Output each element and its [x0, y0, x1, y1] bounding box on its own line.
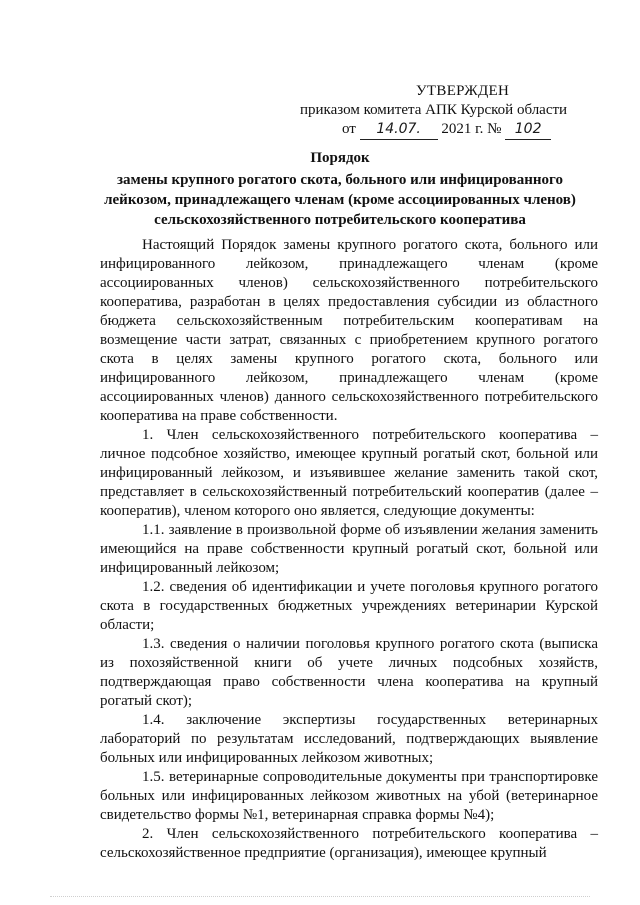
title-line-1: замены крупного рогатого скота, больного или инфицированного — [117, 172, 563, 188]
handwritten-order-number: 102 — [505, 120, 551, 140]
title-line-2: лейкозом, принадлежащего членам (кроме ассоциированных членов) — [104, 192, 576, 208]
document-title — [80, 148, 600, 230]
paragraph-1-4: 1.4. заключение экспертизы государственных ветеринарных лабораторий по результатам исследований, подтверждающих выявление больных или инфицированных лейкозом животных; — [100, 712, 598, 766]
paragraph-1-2: 1.2. сведения об идентификации и учете поголовья крупного рогатого скота в государственных бюджетных учреждениях ветеринарии Курской области; — [100, 579, 598, 633]
title-line-3: сельскохозяйственного потребительского кооператива — [154, 212, 526, 228]
approval-line: приказом комитета АПК Курской области — [300, 102, 568, 118]
paragraph-1: 1. Член сельскохозяйственного потребительского кооператива – личное подсобное хозяйство, имеющее крупный рогатый скот, больной или инфицированный лейкозом, и изъявившее желание заменить такой скот, представляет в сельскохозяйственный потребительский кооператив (далее – кооператив), членом которого оно является, следующие документы: — [100, 427, 598, 519]
paragraph-intro: Настоящий Порядок замены крупного рогатого скота, больного или инфицированного лейкозом, принадлежащего членам (кроме ассоциированных членов) сельскохозяйственного потребительского кооператива, разработан в целях предоставления субсидии из областного бюджета сельскохозяйственным потребительским кооперативам на возмещение части затрат, связанных с приобретением крупного рогатого скота в целях замены крупного рогатого скота, больного или инфицированного лейкозом, принадлежащего членам (кроме ассоциированных членов) данного сельскохозяйственного потребительского кооператива на праве собственности. — [100, 237, 598, 424]
paragraph-1-5: 1.5. ветеринарные сопроводительные документы при транспортировке больных или инфицированных лейкозом животных на убой (ветеринарное свидетельство формы №1, ветеринарная справка формы №4); — [100, 769, 598, 823]
order-date-line — [300, 120, 600, 140]
paragraph-1-3: 1.3. сведения о наличии поголовья крупного рогатого скота (выписка из похозяйственной книги об учете личных подсобных хозяйств, подтверждающая право собственности члена кооператива на крупный рогатый скот); — [100, 636, 598, 709]
scan-edge-marks — [50, 896, 590, 901]
paragraph-1-1: 1.1. заявление в произвольной форме об изъявлении желания заменить имеющийся на праве собственности крупный рогатый скот, больной или инфицированный лейкозом; — [100, 522, 598, 576]
handwritten-date: 14.07. — [360, 120, 438, 140]
paragraph-2: 2. Член сельскохозяйственного потребительского кооператива – сельскохозяйственное предприятие (организация), имеющее крупный — [100, 826, 598, 861]
year-text: 2021 г. № — [441, 121, 502, 137]
approval-title: УТВЕРЖДЕН — [416, 83, 510, 99]
document-body — [100, 236, 598, 863]
date-prefix: от — [342, 121, 356, 137]
title-main: Порядок — [310, 150, 370, 166]
approval-block — [300, 82, 600, 140]
